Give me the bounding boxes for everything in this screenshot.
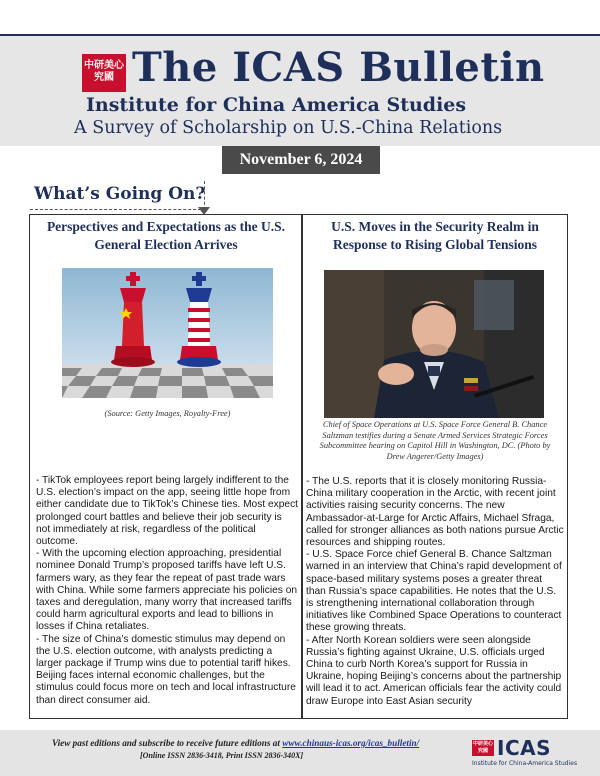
right-column-body [306,476,564,708]
bulletin-archive-link[interactable]: www.chinaus-icas.org/icas_bulletin/ [282,738,420,748]
checkerboard [62,364,273,398]
general-testimony-illustration [324,270,544,418]
section-heading: What’s Going On? [34,184,206,204]
footer-icas-logo: ICAS [497,736,552,760]
footer-issn: [Online ISSN 2836-3418, Print ISSN 2836-340X] [140,751,304,760]
left-bullet-1: - TikTok employees report being largely indifferent to the U.S. election’s impact on the app, seeing little hope from either candidate due to TikTok’s Chinese ties. Most expect prolonged court battles and believe their job security is not immediately at risk, regardless of the political outcome. [36,475,298,548]
right-column-title: U.S. Moves in the Security Realm in Response to Rising Global Tensions [331,219,539,252]
bulletin-tagline: A Survey of Scholarship on U.S.-China Relations [74,118,503,138]
column-divider [301,214,303,719]
institute-name: Institute for China America Studies [86,94,467,116]
left-column [34,218,298,254]
right-bullet-1: - The U.S. reports that it is closely monitoring Russia-China military cooperation in the Arctic, with recent joint activities raising security concerns. The new Ambassador-at-Large for Arctic Affairs, Michael Sfraga, called for stronger alliances as both nations pursue Arctic resources and shipping routes. [306,476,564,549]
general-testimony-photo [324,270,544,418]
chess-kings-flags-image [62,268,273,398]
footer-seal-logo: 中研美心究國 [472,741,493,754]
left-bullet-2: - With the upcoming election approaching, presidential nominee Donald Trump’s proposed tariffs have left U.S. farmers wary, as they fear the repeat of past trade wars with China. While some farmers appreciate his policies on taxes and deregulation, many worry that increased tariffs could harm agricultural exports and lead to billions in losses if China retaliates. [36,548,298,633]
icas-seal-logo: 中研美心究國 [82,54,126,92]
issue-date: November 6, 2024 [222,146,380,174]
chess-kings-flags-illustration [62,268,273,398]
footer-logo-subtitle: Institute for China-America Studies [472,760,578,767]
right-bullet-3: - After North Korean soldiers were seen alongside Russia’s fighting against Ukraine, U.S. officials urged China to curb North Korea’s support for Russia in Ukraine, hoping Beijing’s concerns about the partnership will lead it to act. American officials fear the activity could draw Europe into East Asian security [306,634,562,707]
footer-subscribe-text [52,738,419,748]
china-king-piece [111,272,155,367]
left-column-body [36,475,298,707]
right-bullet-2: - U.S. Space Force chief General B. Chance Saltzman warned in an interview that China’s rapid development of space-based military systems poses a greater threat than Russia’s space capabilities. He notes that the U.S. is strengthening international collaboration through initiatives like Combined Space Operations to counteract these growing threats. [306,549,562,634]
usa-king-piece [177,272,221,367]
left-bullet-3: - The size of China’s domestic stimulus may depend on the U.S. election outcome, with analysts predicting a larger package if Trump wins due to potential tariff hikes. Beijing faces internal economic challenges, but the stimulus could focus more on tech and local infrastructure than direct consumer aid. [36,633,296,706]
bulletin-title: The ICAS Bulletin [132,44,545,91]
left-image-caption: (Source: Getty Images, Royalty-Free) [104,409,231,418]
right-column [306,218,564,254]
right-image-caption: Chief of Space Operations at U.S. Space Force General B. Chance Saltzman testifies during a Senate Armed Services Strategic Forces Subcommittee hearing on Capitol Hill in Washington, DC. (Photo by Drew Angerer/Getty Images) [319,420,551,461]
heading-dashed-rule [30,209,206,210]
heading-dashed-connector [204,181,205,210]
footer-subscribe-prefix: View past editions and subscribe to receive future editions at [52,738,283,748]
left-column-title: Perspectives and Expectations as the U.S. General Election Arrives [46,219,286,252]
